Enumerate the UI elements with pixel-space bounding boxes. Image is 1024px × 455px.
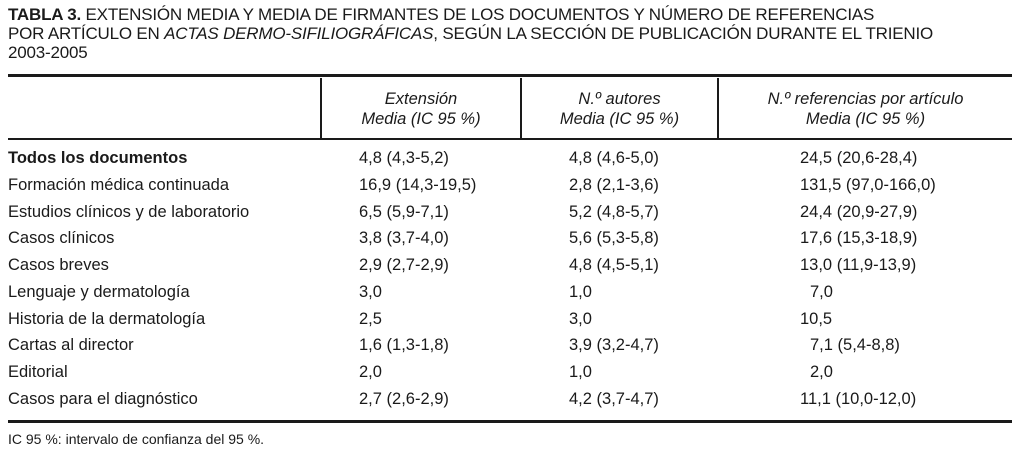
cell-authors: 4,8 (4,6-5,0) [569,149,659,167]
table-row [0,363,1024,390]
column-header-subtitle: Media (IC 95 %) [805,110,926,128]
cell-extension: 6,5 (5,9-7,1) [359,203,449,221]
row-label: Casos clínicos [8,229,115,247]
row-label: Formación médica continuada [8,176,230,194]
column-header-extension [322,89,520,129]
table-caption [8,5,1008,62]
caption-title-1: EXTENSIÓN MEDIA Y MEDIA DE FIRMANTES DE LOS DOCUMENTOS Y NÚMERO DE REFERENCIAS [85,5,875,24]
row-label: Cartas al director [8,336,134,354]
row-label: Todos los documentos [8,149,188,167]
cell-extension: 1,6 (1,3-1,8) [359,336,449,354]
cell-references: 13,0 (11,9-13,9) [800,256,917,274]
caption-title-2-pre: POR ARTÍCULO EN [8,24,165,43]
cell-authors: 4,2 (3,7-4,7) [569,390,659,408]
column-header-title: Extensión [384,90,458,108]
row-label: Editorial [8,363,68,381]
caption-line-3: 2003-2005 [8,43,88,62]
table-row [0,256,1024,283]
cell-extension: 2,7 (2,6-2,9) [359,390,449,408]
bottom-rule [8,420,1012,423]
cell-extension: 3,8 (3,7-4,0) [359,229,449,247]
row-label: Historia de la dermatología [8,310,206,328]
caption-line-1 [8,5,1008,24]
column-header-title: N.º autores [578,90,661,108]
table-row [0,283,1024,310]
cell-authors: 3,9 (3,2-4,7) [569,336,659,354]
cell-references: 11,1 (10,0-12,0) [800,390,917,408]
row-label: Casos para el diagnóstico [8,390,198,408]
column-header-subtitle: Media (IC 95 %) [361,110,481,128]
cell-extension: 3,0 [359,283,382,301]
column-header-title: N.º referencias por artículo [767,90,964,108]
table-row [0,390,1024,417]
cell-authors: 4,8 (4,5-5,1) [569,256,659,274]
caption-journal-name: ACTAS DERMO-SIFILIOGRÁFICAS [164,24,434,43]
cell-authors: 2,8 (2,1-3,6) [569,176,659,194]
caption-line-2 [8,24,1008,43]
cell-references: 7,1 (5,4-8,8) [810,336,900,354]
column-header-authors [522,89,717,129]
cell-authors: 5,6 (5,3-5,8) [569,229,659,247]
caption-title-2-post: , SEGÚN LA SECCIÓN DE PUBLICACIÓN DURANTE EL TRIENIO [433,24,934,43]
cell-extension: 2,5 [359,310,382,328]
cell-extension: 2,0 [359,363,382,381]
table-row [0,229,1024,256]
column-header-references [719,89,1012,129]
cell-references: 7,0 [810,283,833,301]
cell-references: 10,5 [800,310,833,328]
cell-references: 2,0 [810,363,833,381]
cell-references: 17,6 (15,3-18,9) [800,229,918,247]
cell-authors: 5,2 (4,8-5,7) [569,203,659,221]
table-row [0,203,1024,230]
column-header-subtitle: Media (IC 95 %) [559,110,680,128]
cell-references: 131,5 (97,0-166,0) [800,176,936,194]
cell-extension: 2,9 (2,7-2,9) [359,256,449,274]
cell-extension: 16,9 (14,3-19,5) [359,176,477,194]
table-row [0,176,1024,203]
table-footnote: IC 95 %: intervalo de confianza del 95 %. [8,431,265,447]
cell-authors: 1,0 [569,283,592,301]
row-label: Estudios clínicos y de laboratorio [8,203,250,221]
cell-references: 24,4 (20,9-27,9) [800,203,918,221]
cell-extension: 4,8 (4,3-5,2) [359,149,449,167]
row-label: Lenguaje y dermatología [8,283,190,301]
cell-references: 24,5 (20,6-28,4) [800,149,918,167]
row-label: Casos breves [8,256,109,274]
top-rule [8,74,1012,77]
table-row [0,149,1024,176]
cell-authors: 3,0 [569,310,592,328]
cell-authors: 1,0 [569,363,592,381]
caption-label: TABLA 3. [8,5,82,24]
table-row [0,310,1024,337]
table-row [0,336,1024,363]
header-rule [8,138,1012,140]
